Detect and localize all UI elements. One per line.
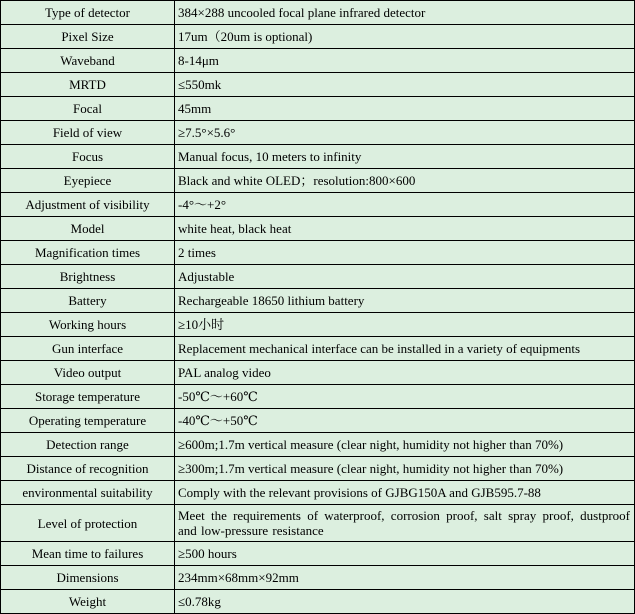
table-row xyxy=(1,73,635,97)
row-label: Brightness xyxy=(1,265,175,289)
table-row xyxy=(1,169,635,193)
row-value: Replacement mechanical interface can be installed in a variety of equipments xyxy=(175,337,635,361)
table-row xyxy=(1,49,635,73)
row-value: 8-14μm xyxy=(175,49,635,73)
row-label: Adjustment of visibility xyxy=(1,193,175,217)
row-label: Weight xyxy=(1,590,175,614)
table-row xyxy=(1,241,635,265)
table-row xyxy=(1,337,635,361)
table-row xyxy=(1,481,635,505)
row-value: -40℃～+50℃ xyxy=(175,409,635,433)
row-value: Black and white OLED；resolution:800×600 xyxy=(175,169,635,193)
row-value: -4°～+2° xyxy=(175,193,635,217)
table-row xyxy=(1,265,635,289)
table-row xyxy=(1,25,635,49)
table-row xyxy=(1,313,635,337)
row-value: ≥500 hours xyxy=(175,542,635,566)
row-label: Mean time to failures xyxy=(1,542,175,566)
row-label: Working hours xyxy=(1,313,175,337)
row-label: Field of view xyxy=(1,121,175,145)
row-label: environmental suitability xyxy=(1,481,175,505)
row-value: ≥600m;1.7m vertical measure (clear night, humidity not higher than 70%) xyxy=(175,433,635,457)
row-value: 17um（20um is optional) xyxy=(175,25,635,49)
table-row xyxy=(1,385,635,409)
row-label: Operating temperature xyxy=(1,409,175,433)
row-label: Storage temperature xyxy=(1,385,175,409)
row-label: Pixel Size xyxy=(1,25,175,49)
row-value: 384×288 uncooled focal plane infrared detector xyxy=(175,1,635,25)
table-row xyxy=(1,409,635,433)
row-value: Meet the requirements of waterproof, corrosion proof, salt spray proof, dustproof and low-pressure resistance xyxy=(175,505,635,542)
table-row xyxy=(1,361,635,385)
row-value: ≤550mk xyxy=(175,73,635,97)
row-label: Focus xyxy=(1,145,175,169)
row-value: PAL analog video xyxy=(175,361,635,385)
row-value: 234mm×68mm×92mm xyxy=(175,566,635,590)
table-row xyxy=(1,217,635,241)
row-value: white heat, black heat xyxy=(175,217,635,241)
row-value: Rechargeable 18650 lithium battery xyxy=(175,289,635,313)
row-label: Magnification times xyxy=(1,241,175,265)
table-row xyxy=(1,121,635,145)
row-label: Dimensions xyxy=(1,566,175,590)
row-label: Battery xyxy=(1,289,175,313)
table-row xyxy=(1,433,635,457)
table-row xyxy=(1,193,635,217)
row-label: Eyepiece xyxy=(1,169,175,193)
table-row xyxy=(1,590,635,614)
row-value: 2 times xyxy=(175,241,635,265)
row-label: Gun interface xyxy=(1,337,175,361)
table-row xyxy=(1,457,635,481)
row-value: -50℃～+60℃ xyxy=(175,385,635,409)
table-row xyxy=(1,145,635,169)
row-value: ≥300m;1.7m vertical measure (clear night, humidity not higher than 70%) xyxy=(175,457,635,481)
row-value: ≤0.78kg xyxy=(175,590,635,614)
row-label: Waveband xyxy=(1,49,175,73)
table-row xyxy=(1,505,635,542)
row-value: Manual focus, 10 meters to infinity xyxy=(175,145,635,169)
row-label: MRTD xyxy=(1,73,175,97)
table-row xyxy=(1,97,635,121)
table-row xyxy=(1,566,635,590)
table-row xyxy=(1,1,635,25)
row-value: Comply with the relevant provisions of GJBG150A and GJB595.7-88 xyxy=(175,481,635,505)
row-label: Detection range xyxy=(1,433,175,457)
row-label: Distance of recognition xyxy=(1,457,175,481)
row-label: Video output xyxy=(1,361,175,385)
row-label: Type of detector xyxy=(1,1,175,25)
row-label: Focal xyxy=(1,97,175,121)
row-value: ≥10小时 xyxy=(175,313,635,337)
table-row xyxy=(1,542,635,566)
row-value: Adjustable xyxy=(175,265,635,289)
table-row xyxy=(1,289,635,313)
row-label: Level of protection xyxy=(1,505,175,542)
row-value: ≥7.5°×5.6° xyxy=(175,121,635,145)
row-value: 45mm xyxy=(175,97,635,121)
row-label: Model xyxy=(1,217,175,241)
